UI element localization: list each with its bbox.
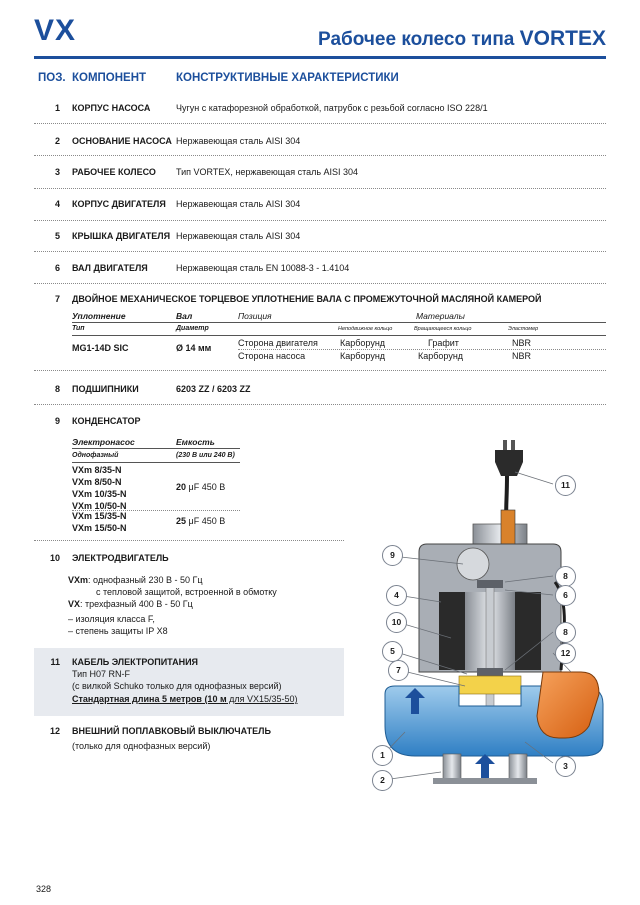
divider [72,335,606,336]
row-component: ОСНОВАНИЕ НАСОСА [72,136,172,146]
motor-insulation: – изоляция класса F, [68,614,155,624]
row-number: 11 [50,657,60,667]
capacitor-model: VXm 10/50-N [72,501,127,511]
callout-badge: 5 [382,641,403,662]
callout-badge: 6 [555,585,576,606]
divider [34,251,606,252]
row-component: РАБОЧЕЕ КОЛЕСО [72,167,156,177]
row-description: Чугун с катафорезной обработкой, патрубок с резьбой согласно ISO 228/1 [176,103,488,113]
seal-rotating-ring: Карборунд [418,351,464,361]
seal-subheader-elastomer: Эластомер [508,326,539,332]
capacitor-model: VXm 15/50-N [72,523,127,533]
row-number: 7 [54,294,60,304]
cable-length-bold: Стандартная длина 5 метров (10 м [72,694,227,704]
row-description: Нержавеющая сталь EN 10088-3 - 1.4104 [176,263,350,273]
row-number: 2 [54,136,60,146]
callout-badge: 2 [372,770,393,791]
row-number: 5 [54,231,60,241]
capacitor-capacity-value: 20 [176,482,187,492]
row-number: 6 [54,263,60,273]
cable-plug: (с вилкой Schuko только для однофазных версий) [72,681,282,691]
divider [34,540,344,541]
callout-badge: 12 [555,643,576,664]
row-number: 3 [54,167,60,177]
motor-vxm-line [68,575,203,585]
callout-badge: 11 [555,475,576,496]
row-description: Нержавеющая сталь AISI 304 [176,231,301,241]
row-description: Тип VORTEX, нержавеющая сталь AISI 304 [176,167,359,177]
seal-header-shaft: Вал [176,311,193,321]
capacitor-capacity-value: 25 [176,516,187,526]
seal-type: MG1-14D SIC [72,343,129,353]
seal-header-seal: Уплотнение [72,311,126,321]
divider [34,123,606,124]
callout-badge: 4 [386,585,407,606]
divider [34,155,606,156]
row-number: 8 [54,384,60,394]
motor-vx-text: : трехфазный 400 В - 50 Гц [80,599,193,609]
divider [34,404,606,405]
cable-length [72,694,298,704]
callout-badge: 7 [388,660,409,681]
capacitor-model: VXm 8/50-N [72,477,122,487]
divider [34,370,606,371]
seal-diameter: Ø 14 мм [176,343,212,353]
divider [34,188,606,189]
row-description: Нержавеющая сталь AISI 304 [176,136,301,146]
callout-badge: 8 [555,622,576,643]
callout-badge: 9 [382,545,403,566]
row-number: 10 [49,553,60,563]
capacitor-model: VXm 10/35-N [72,489,127,499]
motor-vxm-protection: с тепловой защитой, встроенной в обмотку [96,587,277,597]
model-code: VX [34,14,77,47]
row-number: 12 [49,726,60,736]
seal-position: Сторона двигателя [238,338,318,348]
page-title [318,27,606,51]
row-component: ВАЛ ДВИГАТЕЛЯ [72,263,148,273]
capacitor-title: КОНДЕНСАТОР [72,416,141,426]
cable-title: КАБЕЛЬ ЭЛЕКТРОПИТАНИЯ [72,657,199,667]
row-component: КОРПУС НАСОСА [72,103,151,113]
motor-title: ЭЛЕКТРОДВИГАТЕЛЬ [72,553,169,563]
seal-fixed-ring: Карборунд [340,338,386,348]
seal-rotating-ring: Графит [428,338,459,348]
capacitor-model: VXm 8/35-N [72,465,122,475]
divider [72,322,606,323]
divider [72,448,240,449]
capacitor-subheader-phase: Однофазный [72,452,119,459]
motor-vx-line [68,599,193,609]
seal-title: ДВОЙНОЕ МЕХАНИЧЕСКОЕ ТОРЦЕВОЕ УПЛОТНЕНИЕ ВАЛА С ПРОМЕЖУТОЧНОЙ МАСЛЯНОЙ КАМЕРОЙ [72,294,542,304]
row-number: 1 [54,103,60,113]
motor-vxm-label: VXm [68,575,89,585]
cable-length-rest: для VX15/35-50) [226,694,298,704]
seal-fixed-ring: Карборунд [340,351,386,361]
capacitor-model: VXm 15/35-N [72,511,127,521]
seal-subheader-type: Тип [72,325,85,332]
row-number: 4 [54,199,60,209]
seal-subheader-rotating-ring: Вращающееся кольцо [414,326,472,332]
motor-vx-label: VX [68,599,81,609]
capacitor-capacity-unit: μF 450 В [188,482,226,492]
page-title-strong: VORTEX [519,27,606,50]
callout-badge: 10 [386,612,407,633]
seal-position: Сторона насоса [238,351,306,361]
page-title-prefix: Рабочее колесо типа [318,29,515,50]
capacitor-capacity-2 [176,516,225,526]
capacitor-header-capacity: Емкость [176,437,215,447]
float-title: ВНЕШНИЙ ПОПЛАВКОВЫЙ ВЫКЛЮЧАТЕЛЬ [72,726,271,736]
capacitor-models-group-2 [72,510,127,534]
divider [238,349,606,350]
capacitor-capacity-unit: μF 450 В [188,516,226,526]
row-component: КРЫШКА ДВИГАТЕЛЯ [72,231,171,241]
row-component: КОРПУС ДВИГАТЕЛЯ [72,199,166,209]
motor-vxm-text: : однофазный 230 В - 50 Гц [88,575,203,585]
seal-header-materials: Материалы [416,311,465,321]
divider [34,283,606,284]
column-characteristics: КОНСТРУКТИВНЫЕ ХАРАКТЕРИСТИКИ [176,72,399,84]
seal-subheader-diameter: Диаметр [176,325,209,332]
float-note: (только для однофазных версий) [72,741,211,751]
callout-badge: 1 [372,745,393,766]
cable-type: Тип H07 RN-F [72,669,131,679]
bearings-value: 6203 ZZ / 6203 ZZ [176,384,251,394]
callout-badge: 8 [555,566,576,587]
motor-protection: – степень защиты IP X8 [68,626,168,636]
callout-badge: 3 [555,756,576,777]
divider [34,220,606,221]
column-pos: ПОЗ. [38,72,66,84]
seal-elastomer: NBR [512,338,532,348]
row-number: 9 [54,416,60,426]
capacitor-capacity-1 [176,482,225,492]
seal-elastomer: NBR [512,351,532,361]
page-number: 328 [36,884,52,894]
bearings-title: ПОДШИПНИКИ [72,384,139,394]
divider [72,462,240,463]
header-rule [34,56,606,59]
seal-header-position: Позиция [238,311,272,321]
capacitor-header-pump: Электронасос [72,437,135,447]
row-description: Нержавеющая сталь AISI 304 [176,199,301,209]
capacitor-models-group-1 [72,464,127,512]
seal-subheader-fixed-ring: Неподвижное кольцо [338,326,393,332]
column-component: КОМПОНЕНТ [72,72,147,84]
capacitor-subheader-voltage: (230 В или 240 В) [176,452,235,459]
